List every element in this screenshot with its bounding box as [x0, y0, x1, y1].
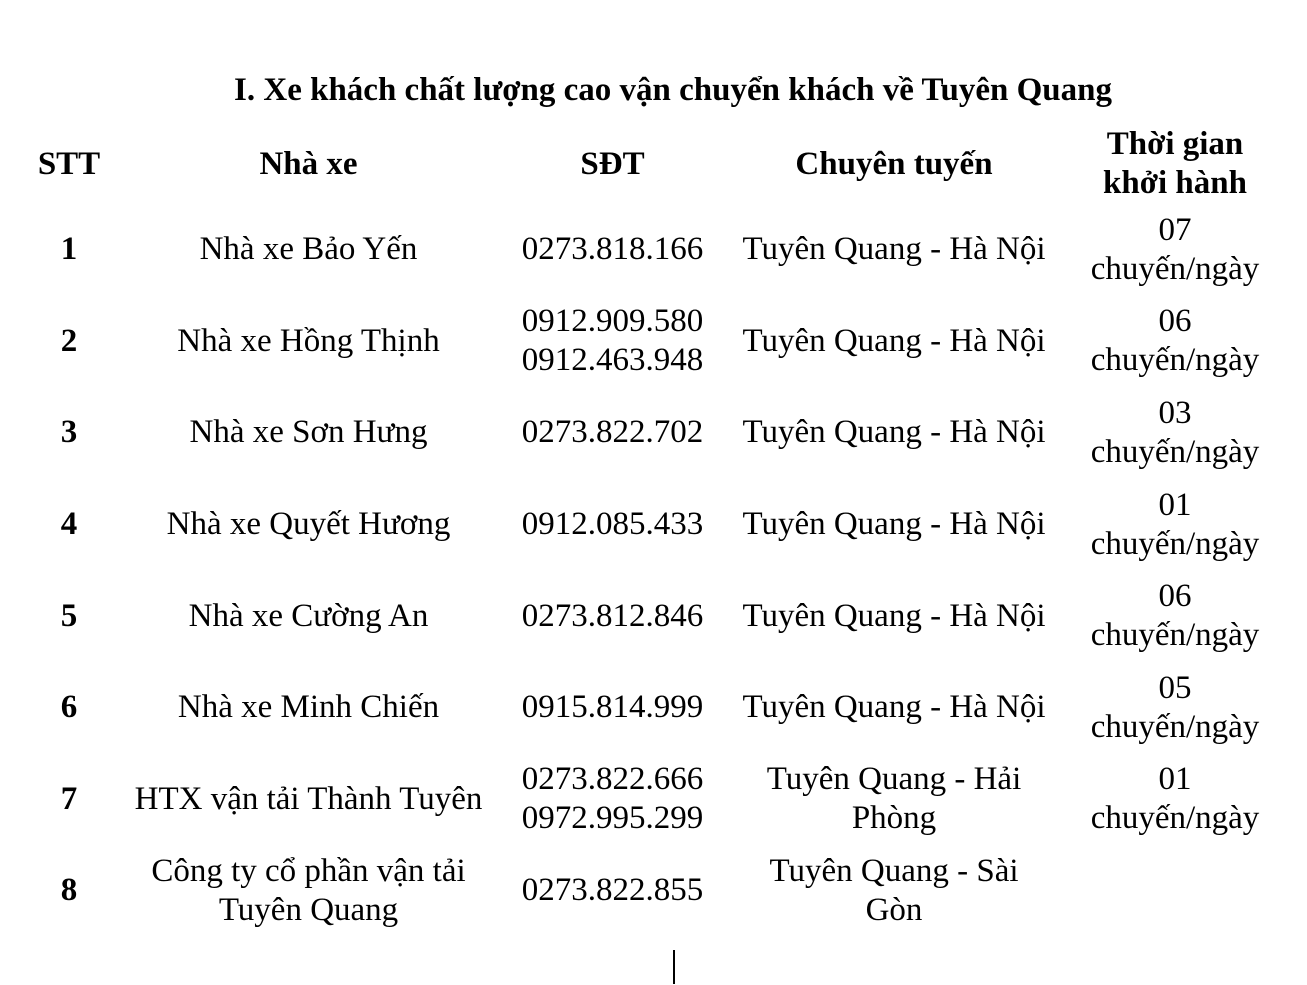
cell-phone: [495, 570, 730, 662]
cell-route: [730, 754, 1058, 846]
table-row: [16, 662, 1292, 754]
header-departure-line1: Thời gian: [1106, 126, 1244, 162]
cell-stt: 6: [60, 689, 78, 726]
cell-route-line1: Tuyên Quang - Hà Nội: [742, 689, 1046, 726]
text-cursor: [673, 950, 675, 984]
header-stt: STT: [37, 145, 101, 182]
cell-departure: [1058, 845, 1292, 937]
cell-departure-line1: 03: [1158, 394, 1192, 431]
table-row: [16, 387, 1292, 479]
cell-stt: 1: [60, 231, 78, 268]
cell-departure-line2: chuyến/ngày: [1090, 342, 1260, 379]
cell-stt: 7: [60, 780, 78, 817]
cell-departure: [1058, 204, 1292, 296]
cell-departure-line1: 05: [1158, 669, 1192, 706]
table-row: [16, 296, 1292, 388]
cell-phone: [495, 754, 730, 846]
cell-departure-line2: chuyến/ngày: [1090, 708, 1260, 745]
cell-operator: [122, 845, 495, 937]
cell-route-line1: Tuyên Quang - Hà Nội: [742, 231, 1046, 268]
cell-operator-line1: HTX vận tải Thành Tuyên: [134, 780, 483, 817]
table-row: [16, 845, 1292, 937]
cell-operator: [122, 662, 495, 754]
cell-operator: [122, 204, 495, 296]
cell-route-line2: Gòn: [865, 891, 923, 928]
bus-operator-table: [16, 124, 1292, 937]
cell-departure: [1058, 296, 1292, 388]
cell-phone: [495, 296, 730, 388]
cell-route-line2: Phòng: [851, 800, 937, 837]
cell-operator-line1: Nhà xe Sơn Hưng: [189, 414, 428, 451]
cell-departure: [1058, 754, 1292, 846]
cell-departure: [1058, 387, 1292, 479]
cell-operator-line1: Nhà xe Bảo Yến: [199, 231, 418, 268]
page-title: I. Xe khách chất lượng cao vận chuyển khách về Tuyên Quang: [234, 72, 1112, 108]
cell-phone: [495, 845, 730, 937]
cell-operator: [122, 479, 495, 571]
header-departure-line2: khởi hành: [1103, 165, 1247, 201]
header-route: Chuyên tuyến: [795, 145, 993, 182]
cell-operator-line1: Nhà xe Minh Chiến: [177, 689, 440, 726]
cell-route: [730, 204, 1058, 296]
header-operator: Nhà xe: [259, 145, 358, 182]
cell-departure-line1: 01: [1158, 761, 1192, 798]
cell-operator: [122, 387, 495, 479]
cell-operator-line1: Nhà xe Hồng Thịnh: [177, 322, 440, 359]
cell-departure-line1: 06: [1158, 578, 1192, 615]
table-header-row: [16, 124, 1292, 204]
cell-route-line1: Tuyên Quang - Hà Nội: [742, 322, 1046, 359]
cell-route: [730, 387, 1058, 479]
cell-departure-line2: chuyến/ngày: [1090, 433, 1260, 470]
header-phone: SĐT: [580, 145, 645, 182]
cell-departure: [1058, 479, 1292, 571]
cell-operator-line1: Nhà xe Cường An: [188, 597, 429, 634]
cell-phone-line1: 0912.909.580: [521, 303, 704, 340]
cell-departure-line2: chuyến/ngày: [1090, 617, 1260, 654]
cell-stt: 2: [60, 322, 78, 359]
table-row: [16, 479, 1292, 571]
cell-route-line1: Tuyên Quang - Sài: [769, 852, 1019, 889]
table-row: [16, 570, 1292, 662]
cell-operator: [122, 296, 495, 388]
cell-phone-line2: 0912.463.948: [521, 342, 704, 379]
cell-operator: [122, 754, 495, 846]
cell-stt: 5: [60, 597, 78, 634]
cell-phone: [495, 662, 730, 754]
cell-phone: [495, 204, 730, 296]
cell-route: [730, 662, 1058, 754]
table-row: [16, 754, 1292, 846]
cell-departure-line2: chuyến/ngày: [1090, 800, 1260, 837]
cell-phone-line1: 0273.812.846: [521, 597, 704, 634]
cell-phone-line1: 0915.814.999: [521, 689, 704, 726]
cell-departure-line2: chuyến/ngày: [1090, 525, 1260, 562]
cell-route: [730, 845, 1058, 937]
table-row: [16, 204, 1292, 296]
cell-route-line1: Tuyên Quang - Hà Nội: [742, 597, 1046, 634]
cell-stt: 4: [60, 506, 78, 543]
cell-stt: 8: [60, 872, 78, 909]
cell-phone: [495, 387, 730, 479]
cell-route: [730, 570, 1058, 662]
cell-operator: [122, 570, 495, 662]
cell-departure-line1: 01: [1158, 486, 1192, 523]
cell-phone: [495, 479, 730, 571]
cell-departure-line1: 06: [1158, 303, 1192, 340]
cell-route: [730, 479, 1058, 571]
cell-phone-line1: 0273.822.666: [521, 761, 704, 798]
table-body: [16, 204, 1292, 937]
cell-route-line1: Tuyên Quang - Hà Nội: [742, 414, 1046, 451]
cell-departure: [1058, 662, 1292, 754]
cell-departure-line1: 07: [1158, 211, 1192, 248]
cell-phone-line1: 0273.818.166: [521, 231, 704, 268]
cell-operator-line1: Công ty cổ phần vận tải: [151, 852, 466, 889]
cell-departure: [1058, 570, 1292, 662]
cell-departure-line2: chuyến/ngày: [1090, 250, 1260, 287]
cell-operator-line1: Nhà xe Quyết Hương: [166, 506, 451, 543]
cell-route-line1: Tuyên Quang - Hà Nội: [742, 506, 1046, 543]
header-departure: [1058, 124, 1292, 204]
cell-stt: 3: [60, 414, 78, 451]
cell-phone-line1: 0912.085.433: [521, 506, 704, 543]
cell-phone-line1: 0273.822.855: [521, 872, 704, 909]
cell-route-line1: Tuyên Quang - Hải: [766, 761, 1022, 798]
cell-route: [730, 296, 1058, 388]
cell-operator-line2: Tuyên Quang: [218, 891, 399, 928]
cell-phone-line2: 0972.995.299: [521, 800, 704, 837]
cell-phone-line1: 0273.822.702: [521, 414, 704, 451]
